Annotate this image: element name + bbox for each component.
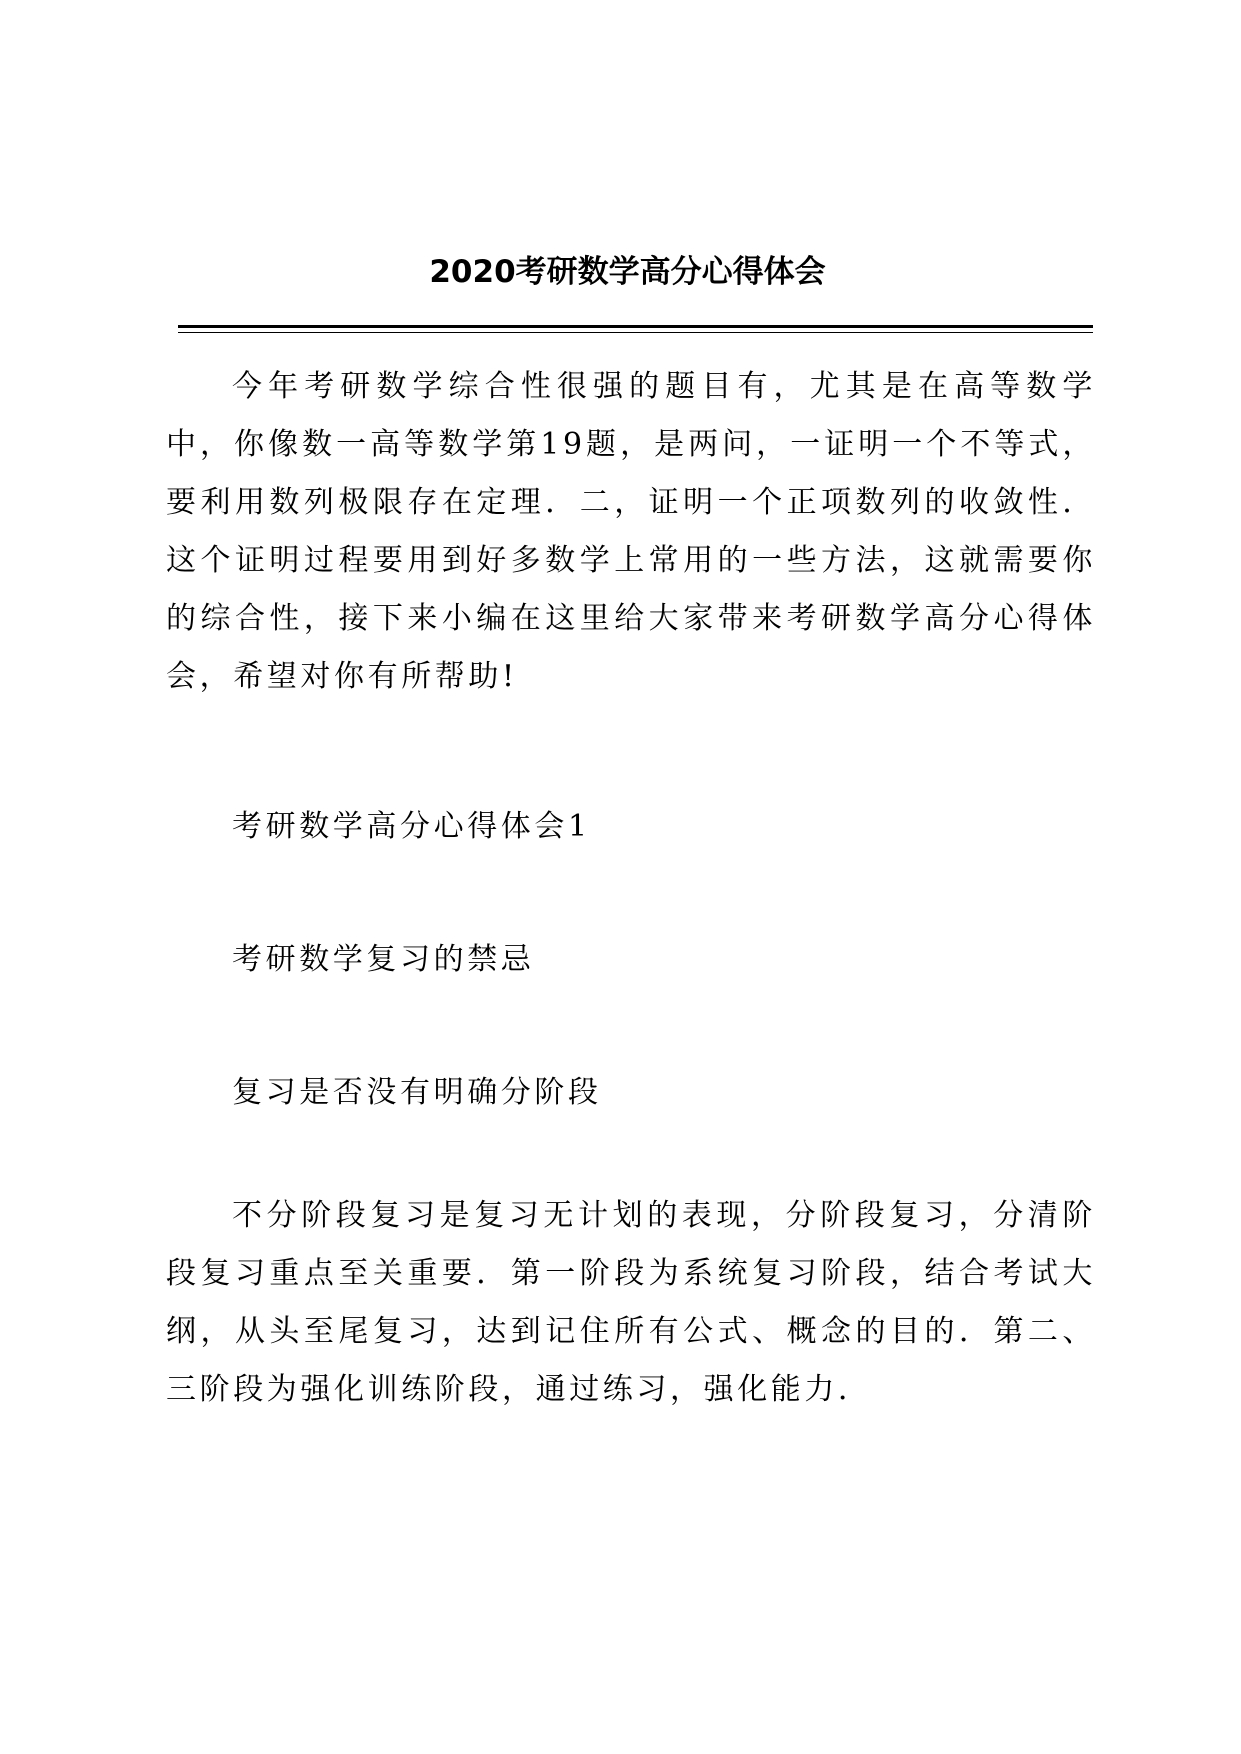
section-title: 考研数学高分心得体会1 xyxy=(232,809,591,844)
body-paragraph: 不分阶段复习是复习无计划的表现，分阶段复习，分清阶段复习重点至关重要．第一阶段为系统复习阶段，结合考试大纲，从头至尾复习，达到记住所有公式、概念的目的．第二、三阶段为强化训练阶段，通过练习，强化能力． xyxy=(166,1198,1096,1407)
point-title: 复习是否没有明确分阶段 xyxy=(232,1075,602,1110)
title-divider-thin xyxy=(178,332,1093,333)
title-divider xyxy=(178,325,1093,328)
document-title: 2020考研数学高分心得体会 xyxy=(429,254,826,290)
subsection-title: 考研数学复习的禁忌 xyxy=(232,942,535,977)
intro-paragraph: 今年考研数学综合性很强的题目有，尤其是在高等数学中，你像数一高等数学第19题，是两问，一证明一个不等式，要利用数列极限存在定理．二，证明一个正项数列的收敛性．这个证明过程要用到好多数学上常用的一些方法，这就需要你的综合性，接下来小编在这里给大家带来考研数学高分心得体会，希望对你有所帮助! xyxy=(166,369,1096,694)
